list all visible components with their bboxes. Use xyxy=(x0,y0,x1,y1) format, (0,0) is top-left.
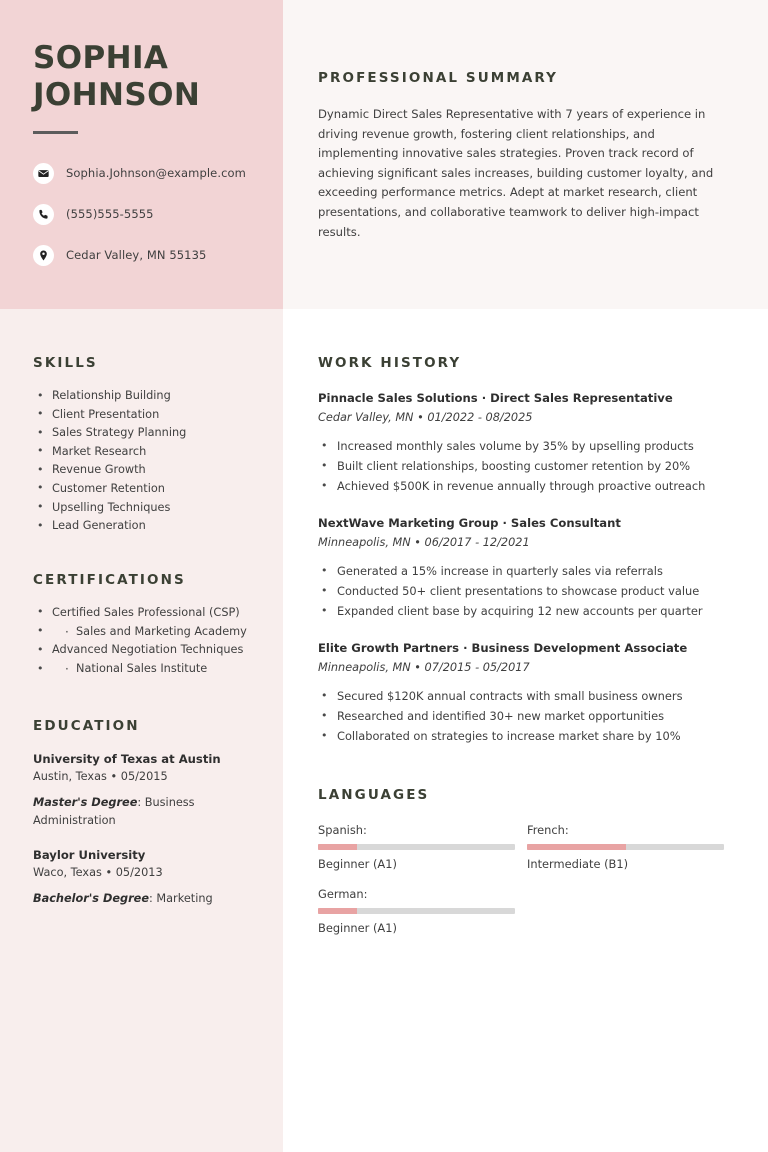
contact-phone-value: (555)555-5555 xyxy=(66,207,154,221)
list-item: • Advanced Negotiation Techniques xyxy=(33,641,263,660)
list-item: • Expanded client base by acquiring 12 new accounts per quarter xyxy=(318,601,718,621)
list-item: • Market Research xyxy=(33,443,263,462)
education-item xyxy=(33,847,263,908)
job-bullets xyxy=(318,686,718,746)
certification-issuer-row xyxy=(33,660,263,679)
certification-issuer: · Sales and Marketing Academy xyxy=(64,625,247,638)
skills-list xyxy=(33,387,263,536)
work-history-item xyxy=(318,640,718,746)
job-meta: Cedar Valley, MN • 01/2022 - 08/2025 xyxy=(318,411,533,424)
language-proficiency-bar xyxy=(318,908,515,914)
work-history-item xyxy=(318,515,718,621)
education-school: University of Texas at Austin xyxy=(33,751,221,766)
language-item xyxy=(527,822,724,873)
job-meta: Minneapolis, MN • 06/2017 - 12/2021 xyxy=(318,536,530,549)
language-level: Intermediate (B1) xyxy=(527,857,629,871)
contact-list xyxy=(33,160,278,283)
job-title: Elite Growth Partners · Business Development Associate xyxy=(318,641,688,655)
list-item: • Lead Generation xyxy=(33,517,263,536)
language-item xyxy=(318,822,515,873)
contact-location[interactable] xyxy=(33,242,278,268)
skills-section xyxy=(33,355,263,536)
language-proficiency-fill xyxy=(527,844,626,850)
education-meta: Austin, Texas • 05/2015 xyxy=(33,769,168,783)
education-school: Baylor University xyxy=(33,847,146,862)
summary-section xyxy=(318,70,714,242)
language-level: Beginner (A1) xyxy=(318,857,397,871)
name-block xyxy=(33,40,273,134)
language-name: French: xyxy=(527,823,569,837)
language-proficiency-fill xyxy=(318,908,357,914)
list-item: • Customer Retention xyxy=(33,480,263,499)
work-history-item xyxy=(318,390,718,496)
main-column xyxy=(318,355,718,937)
certification-issuer: · National Sales Institute xyxy=(64,662,207,675)
language-item xyxy=(318,886,515,937)
list-item: • Sales Strategy Planning xyxy=(33,424,263,443)
certification-issuer-row xyxy=(33,623,263,642)
language-proficiency-bar xyxy=(527,844,724,850)
list-item: • Revenue Growth xyxy=(33,461,263,480)
language-proficiency-bar xyxy=(318,844,515,850)
list-item: • Increased monthly sales volume by 35% by upselling products xyxy=(318,436,718,456)
first-name: SOPHIA xyxy=(33,40,169,76)
language-proficiency-fill xyxy=(318,844,357,850)
list-item: • Achieved $500K in revenue annually through proactive outreach xyxy=(318,476,718,496)
language-level: Beginner (A1) xyxy=(318,921,397,935)
contact-phone[interactable] xyxy=(33,201,278,227)
job-title: Pinnacle Sales Solutions · Direct Sales Representative xyxy=(318,391,673,405)
contact-email-value: Sophia.Johnson@example.com xyxy=(66,166,246,180)
certifications-heading: CERTIFICATIONS xyxy=(33,571,186,588)
work-history-heading: WORK HISTORY xyxy=(318,355,462,371)
summary-heading: PROFESSIONAL SUMMARY xyxy=(318,70,559,86)
job-meta: Minneapolis, MN • 07/2015 - 05/2017 xyxy=(318,661,530,674)
certifications-section xyxy=(33,572,263,679)
job-bullets xyxy=(318,436,718,496)
education-meta: Waco, Texas • 05/2013 xyxy=(33,865,163,879)
job-bullets xyxy=(318,561,718,621)
education-item xyxy=(33,751,263,830)
list-item: • Upselling Techniques xyxy=(33,499,263,518)
job-title: NextWave Marketing Group · Sales Consultant xyxy=(318,516,621,530)
list-item: • Collaborated on strategies to increase market share by 10% xyxy=(318,726,718,746)
education-degree-label: Master's Degree xyxy=(33,795,138,809)
contact-email[interactable] xyxy=(33,160,278,186)
location-pin-icon xyxy=(33,245,54,266)
education-degree-label: Bachelor's Degree xyxy=(33,891,149,905)
summary-text: Dynamic Direct Sales Representative with 7 years of experience in driving revenue growth, fostering client relationships, and implementing innovative sales strategies. Proven track record of achieving significant sales increases, building customer loyalty, and exceeding performance metrics. Adept at market research, client presentations, and collaborative teamwork to deliver high-impact results. xyxy=(318,107,714,239)
education-heading: EDUCATION xyxy=(33,717,140,734)
language-name: German: xyxy=(318,887,368,901)
education-degree xyxy=(33,794,263,830)
education-section xyxy=(33,718,263,908)
phone-icon xyxy=(33,204,54,225)
list-item: • Conducted 50+ client presentations to showcase product value xyxy=(318,581,718,601)
education-degree xyxy=(33,890,263,908)
languages-heading: LANGUAGES xyxy=(318,787,430,803)
education-degree-value: : Business Administration xyxy=(33,795,195,827)
last-name: JOHNSON xyxy=(33,77,201,113)
certifications-list xyxy=(33,604,263,679)
envelope-icon xyxy=(33,163,54,184)
languages-grid xyxy=(318,822,718,937)
list-item: • Researched and identified 30+ new market opportunities xyxy=(318,706,718,726)
education-degree-value: : Marketing xyxy=(148,891,213,905)
list-item: • Secured $120K annual contracts with small business owners xyxy=(318,686,718,706)
list-item: • Relationship Building xyxy=(33,387,263,406)
name-divider xyxy=(33,131,78,134)
list-item: • Client Presentation xyxy=(33,406,263,425)
skills-heading: SKILLS xyxy=(33,355,98,371)
contact-location-value: Cedar Valley, MN 55135 xyxy=(66,248,207,262)
languages-section xyxy=(318,787,718,937)
language-name: Spanish: xyxy=(318,823,367,837)
list-item: • Generated a 15% increase in quarterly sales via referrals xyxy=(318,561,718,581)
list-item: • Built client relationships, boosting customer retention by 20% xyxy=(318,456,718,476)
list-item: • Certified Sales Professional (CSP) xyxy=(33,604,263,623)
sidebar-column xyxy=(33,355,263,924)
